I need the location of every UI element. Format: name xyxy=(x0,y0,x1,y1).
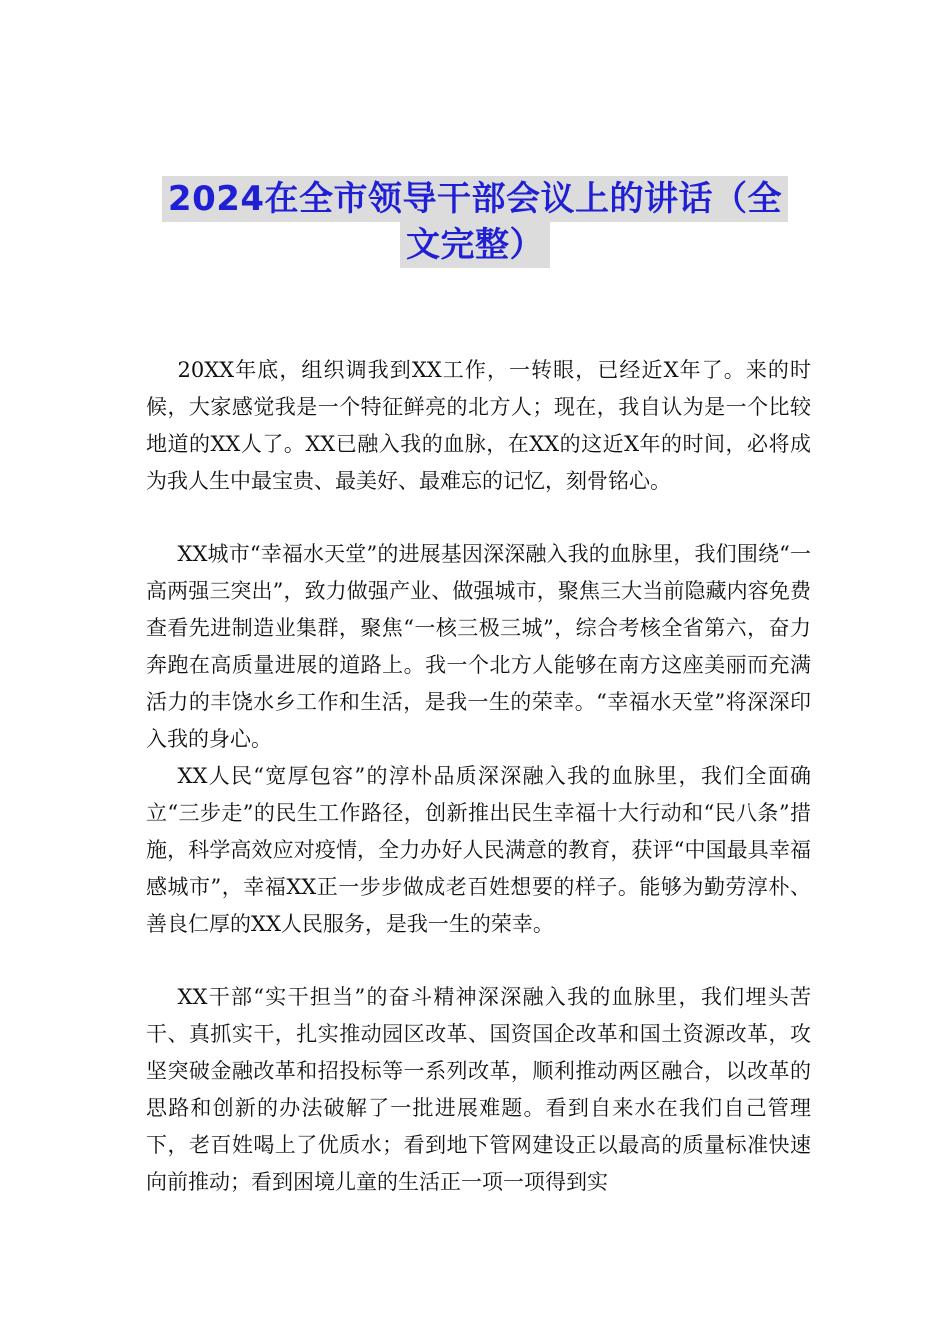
paragraph-gap xyxy=(146,943,811,979)
title-line-2: 文完整） xyxy=(400,222,550,268)
paragraph-4: XX干部“实干担当”的奋斗精神深深融入我的血脉里，我们埋头苦干、真抓实干，扎实推动园区改革、国资国企改革和国土资源改革，攻坚突破金融改革和招投标等一系列改革，顺利推动两区融合，以改革的思路和创新的办法破解了一批进展难题。看到自来水在我们自己管理下，老百姓喝上了优质水；看到地下管网建设正以最高的质量标准快速向前推动；看到困境儿童的生活正一项一项得到实 xyxy=(146,985,811,1194)
document-body xyxy=(146,352,811,1201)
paragraph-gap xyxy=(146,500,811,536)
paragraph-3: XX人民“宽厚包容”的淳朴品质深深融入我的血脉里，我们全面确立“三步走”的民生工作路径，创新推出民生幸福十大行动和“民八条”措施，科学高效应对疫情，全力办好人民满意的教育，获评“中国最具幸福感城市”，幸福XX正一步步做成老百姓想要的样子。能够为勤劳淳朴、善良仁厚的XX人民服务，是我一生的荣幸。 xyxy=(146,764,811,936)
paragraph-1: 20XX年底，组织调我到XX工作，一转眼，已经近X年了。来的时候，大家感觉我是一个特征鲜亮的北方人；现在，我自认为是一个比较地道的XX人了。XX已融入我的血脉，在XX的这近X年的时间，必将成为我人生中最宝贵、最美好、最难忘的记忆，刻骨铭心。 xyxy=(146,358,811,493)
paragraph-2: XX城市“幸福水天堂”的进展基因深深融入我的血脉里，我们围绕“一高两强三突出”，致力做强产业、做强城市，聚焦三大当前隐藏内容免费查看先进制造业集群，聚焦“一核三极三城”，综合考核全省第六，奋力奔跑在高质量进展的道路上。我一个北方人能够在南方这座美丽而充满活力的丰饶水乡工作和生活，是我一生的荣幸。“幸福水天堂”将深深印入我的身心。 xyxy=(146,542,811,751)
document-title xyxy=(140,176,810,268)
title-line-1: 2024在全市领导干部会议上的讲话（全 xyxy=(162,176,788,222)
